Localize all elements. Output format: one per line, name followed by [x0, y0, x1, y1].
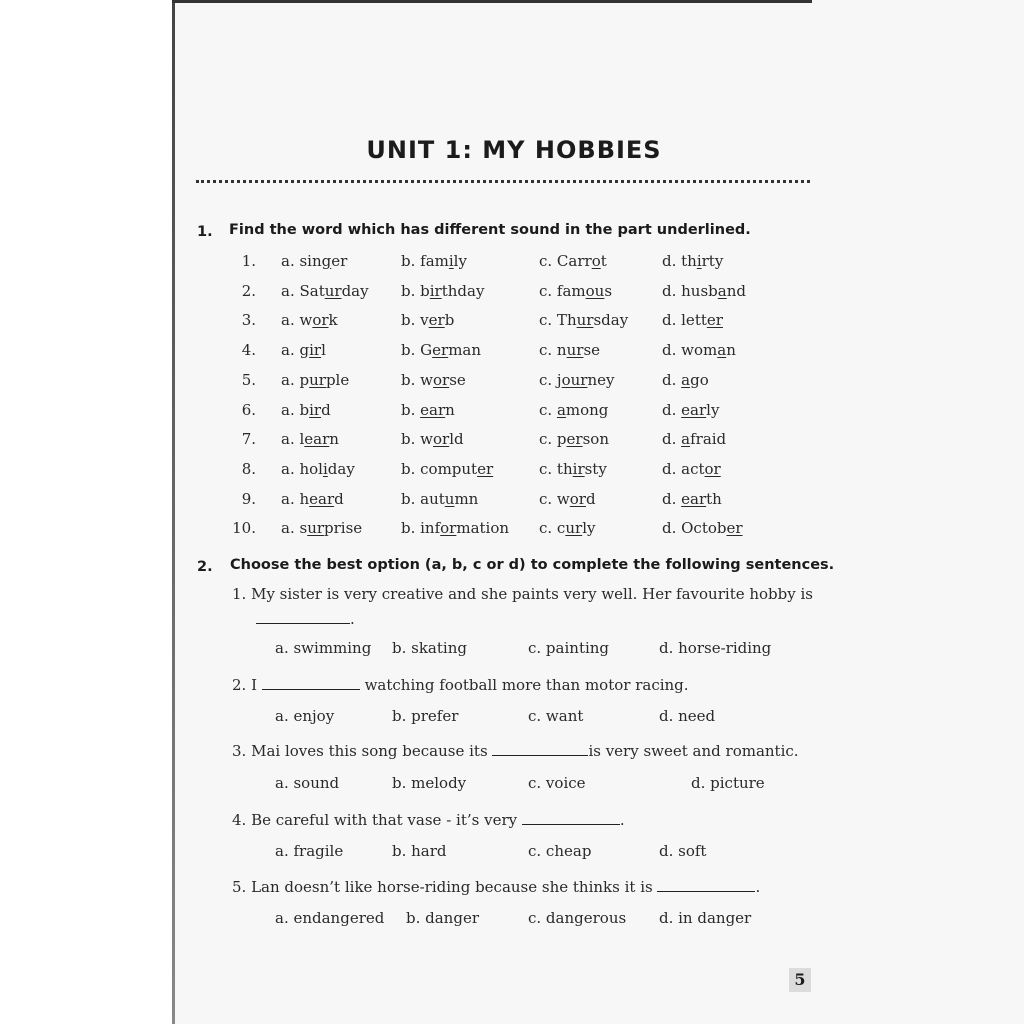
word-part: d. — [662, 370, 682, 389]
word-part: c. fam — [539, 281, 586, 300]
answer-blank[interactable] — [522, 812, 620, 825]
word-option-b[interactable] — [401, 401, 455, 419]
word-part: ly — [582, 519, 596, 538]
question-2-options — [0, 707, 1024, 731]
underlined-part: or — [432, 430, 450, 449]
option-b[interactable]: b. skating — [392, 639, 467, 657]
underlined-part: er — [477, 459, 494, 478]
word-part: mong — [565, 400, 609, 419]
word-option-a[interactable] — [281, 490, 344, 508]
word-option-a[interactable] — [281, 371, 349, 389]
question-4-pre: 4. Be careful with that vase - it’s very — [232, 811, 518, 829]
word-part: man — [448, 341, 482, 360]
word-option-d[interactable] — [662, 282, 746, 300]
underlined-part: er — [566, 430, 583, 449]
word-part: er — [331, 252, 348, 270]
word-part: c. c — [539, 519, 566, 538]
word-part: se — [449, 370, 466, 389]
word-part: ly — [706, 400, 720, 419]
word-part: son — [582, 430, 609, 449]
option-a[interactable]: a. endangered — [275, 909, 385, 927]
underlined-part: ir — [309, 400, 322, 419]
dotted-divider — [196, 172, 810, 183]
item-number: 10. — [232, 519, 256, 538]
underlined-part: or — [569, 489, 586, 508]
option-d[interactable]: d. soft — [659, 842, 707, 860]
word-part: c. w — [539, 489, 570, 508]
word-part: b — [444, 311, 455, 330]
option-b[interactable]: b. hard — [392, 842, 447, 860]
word-part: b. G — [401, 341, 433, 360]
word-part: n — [445, 400, 455, 419]
word-option-c[interactable] — [539, 460, 607, 478]
question-5-options — [0, 909, 1024, 933]
word-part: day — [327, 459, 355, 478]
underlined-part: ear — [681, 400, 707, 419]
word-part: thday — [441, 281, 485, 300]
word-option-b[interactable] — [401, 311, 454, 329]
word-part: sday — [593, 311, 629, 330]
underlined-part: ir — [572, 459, 585, 478]
option-c[interactable]: c. cheap — [528, 842, 592, 860]
word-part: l — [321, 341, 326, 360]
underlined-part: ou — [585, 281, 605, 300]
question-5 — [232, 878, 760, 896]
answer-blank[interactable] — [256, 611, 350, 624]
word-option-a[interactable] — [281, 282, 369, 300]
exercise-row — [0, 519, 1024, 543]
word-part: d. — [662, 430, 682, 449]
word-part: d. th — [662, 252, 697, 270]
answer-blank[interactable] — [657, 879, 755, 892]
question-3-pre: 3. Mai loves this song because its — [232, 742, 488, 760]
word-option-c[interactable] — [539, 341, 600, 359]
exercise-row — [0, 371, 1024, 395]
top-rule — [172, 0, 812, 3]
word-part: a. s — [281, 519, 308, 538]
word-part: c. th — [539, 459, 573, 478]
option-c[interactable]: c. dangerous — [528, 909, 627, 927]
underlined-part: i — [448, 252, 454, 270]
item-number: 7. — [241, 430, 256, 449]
option-b[interactable]: b. danger — [406, 909, 479, 927]
word-option-d[interactable] — [662, 490, 722, 508]
word-option-d[interactable] — [662, 460, 721, 478]
word-part: ld — [449, 430, 464, 449]
word-part: go — [690, 370, 709, 389]
word-option-b[interactable] — [401, 519, 509, 537]
word-option-c[interactable] — [539, 252, 607, 270]
word-part: b. fam — [401, 252, 449, 270]
word-part: sty — [584, 459, 607, 478]
word-part: a. w — [281, 311, 313, 330]
word-part: prise — [324, 519, 363, 538]
word-part: a. g — [281, 341, 310, 360]
underlined-part: our — [561, 370, 588, 389]
underlined-part: er — [428, 311, 445, 330]
question-1-end: . — [350, 610, 355, 628]
underlined-part: a — [681, 370, 691, 389]
underlined-part: a — [717, 281, 727, 300]
word-part: ly — [453, 252, 467, 270]
word-option-a[interactable] — [281, 519, 362, 537]
word-part: d — [334, 489, 344, 508]
word-part: th — [706, 489, 722, 508]
word-part: se — [583, 341, 601, 360]
word-option-a[interactable] — [281, 460, 355, 478]
word-option-c[interactable] — [539, 401, 608, 419]
word-part: b. b — [401, 281, 430, 300]
item-number: 8. — [241, 459, 256, 478]
word-part: n — [726, 341, 736, 360]
underlined-part: i — [696, 252, 702, 270]
option-a[interactable]: a. fragile — [275, 842, 344, 860]
underlined-part: or — [704, 459, 721, 478]
question-5-post: . — [755, 878, 761, 896]
underlined-part: a — [556, 400, 566, 419]
underlined-part: er — [432, 341, 449, 360]
word-option-a[interactable] — [281, 341, 326, 359]
question-3-options — [0, 774, 1024, 798]
word-option-a[interactable] — [281, 311, 338, 329]
item-number: 4. — [241, 341, 256, 360]
word-part: a. p — [281, 370, 310, 389]
word-option-b[interactable] — [401, 282, 484, 300]
option-c[interactable]: c. want — [528, 707, 584, 725]
option-b[interactable]: b. melody — [392, 774, 467, 792]
question-1-text: 1. My sister is very creative and she paints very well. Her favourite hobby is — [232, 585, 813, 603]
word-part: s — [604, 281, 613, 300]
word-part: b. — [401, 400, 421, 419]
word-option-b[interactable] — [401, 371, 466, 389]
question-3 — [232, 742, 799, 760]
exercise-row — [0, 430, 1024, 454]
word-part: b. w — [401, 370, 433, 389]
question-4-options — [0, 842, 1024, 866]
item-number: 2. — [241, 281, 256, 300]
word-part: ney — [587, 370, 615, 389]
underlined-part: a — [717, 341, 727, 360]
question-2-post: watching football more than motor racing. — [364, 676, 689, 694]
exercise-row — [0, 341, 1024, 365]
word-option-c[interactable] — [539, 430, 609, 448]
underlined-part: a — [681, 430, 691, 449]
underlined-part: u — [444, 489, 455, 508]
word-part: c. n — [539, 341, 567, 360]
question-2 — [232, 676, 689, 694]
word-part: nd — [726, 281, 746, 300]
item-number: 9. — [241, 489, 256, 508]
underlined-part: or — [440, 519, 457, 538]
word-option-d[interactable] — [662, 311, 723, 329]
word-option-d[interactable] — [662, 519, 743, 537]
word-option-b[interactable] — [401, 490, 478, 508]
option-a[interactable]: a. sound — [275, 774, 340, 792]
word-option-d[interactable] — [662, 401, 719, 419]
word-part: t — [600, 252, 607, 270]
exercise-row — [0, 460, 1024, 484]
underlined-part: ear — [309, 489, 335, 508]
underlined-part: i — [322, 459, 328, 478]
word-option-d[interactable] — [662, 430, 726, 448]
section-2-number: 2. — [197, 559, 213, 575]
section-1-heading: Find the word which has different sound in the part underlined. — [229, 222, 751, 238]
word-part: c. — [539, 400, 557, 419]
word-part: a. b — [281, 400, 310, 419]
question-4 — [232, 811, 625, 829]
question-2-pre: 2. I — [232, 676, 258, 694]
option-a[interactable]: a. swimming — [275, 639, 372, 657]
word-part: a. h — [281, 489, 310, 508]
exercise-row — [0, 252, 1024, 276]
word-part: d. — [662, 400, 682, 419]
option-d[interactable]: d. need — [659, 707, 716, 725]
option-d[interactable]: d. picture — [691, 774, 765, 792]
underlined-part: ur — [309, 370, 326, 389]
word-part: b. w — [401, 430, 433, 449]
section-2-heading: Choose the best option (a, b, c or d) to complete the following sentences. — [230, 557, 835, 573]
item-number: 1. — [241, 252, 256, 270]
word-part: k — [328, 311, 338, 330]
word-part: d — [585, 489, 596, 508]
word-part: rty — [701, 252, 724, 270]
exercise-row — [0, 401, 1024, 425]
word-part: d. act — [662, 459, 705, 478]
word-part: a. hol — [281, 459, 323, 478]
option-a[interactable]: a. enjoy — [275, 707, 335, 725]
word-part: d. wom — [662, 341, 718, 360]
word-option-d[interactable] — [662, 341, 736, 359]
underlined-part: or — [432, 370, 450, 389]
word-part: b. v — [401, 311, 429, 330]
question-1-blank-line — [256, 610, 355, 628]
word-part: a. Sat — [281, 281, 325, 300]
answer-blank[interactable] — [492, 743, 588, 756]
unit-title: UNIT 1: MY HOBBIES — [366, 136, 662, 164]
exercise-row — [0, 490, 1024, 514]
underlined-part: g — [321, 252, 332, 270]
underlined-part: ur — [576, 311, 594, 330]
item-number: 3. — [241, 311, 256, 330]
answer-blank[interactable] — [262, 677, 360, 690]
option-c[interactable]: c. voice — [528, 774, 586, 792]
word-part: mn — [454, 489, 479, 508]
underlined-part: ear — [304, 430, 330, 449]
word-part: c. Th — [539, 311, 577, 330]
word-part: c. p — [539, 430, 567, 449]
word-option-c[interactable] — [539, 519, 595, 537]
word-option-b[interactable] — [401, 252, 467, 270]
word-part: d. lett — [662, 311, 707, 330]
exercise-row — [0, 282, 1024, 306]
word-option-a[interactable] — [281, 430, 339, 448]
word-part: d. Octob — [662, 519, 727, 538]
underlined-part: ir — [309, 341, 322, 360]
word-option-d[interactable] — [662, 371, 709, 389]
word-option-b[interactable] — [401, 460, 493, 478]
word-option-c[interactable] — [539, 311, 628, 329]
word-part: b. comput — [401, 459, 478, 478]
word-option-c[interactable] — [539, 282, 612, 300]
word-option-d[interactable] — [662, 252, 723, 270]
word-part: a. l — [281, 430, 305, 449]
word-part: c. Carr — [539, 252, 592, 270]
word-part: day — [341, 281, 369, 300]
word-part: b. aut — [401, 489, 445, 508]
word-part: b. inf — [401, 519, 441, 538]
word-part: fraid — [690, 430, 727, 449]
word-part: c. j — [539, 370, 562, 389]
word-part: mation — [456, 519, 510, 538]
item-number: 5. — [241, 370, 256, 389]
page-number: 5 — [789, 968, 811, 992]
underlined-part: ur — [566, 341, 584, 360]
word-option-c[interactable] — [539, 490, 596, 508]
word-part: ple — [325, 370, 350, 389]
option-d[interactable]: d. horse-riding — [659, 639, 772, 657]
underlined-part: ur — [324, 281, 342, 300]
item-number: 6. — [241, 400, 256, 419]
word-option-b[interactable] — [401, 341, 481, 359]
question-1-options — [0, 639, 1024, 663]
option-d[interactable]: d. in danger — [659, 909, 752, 927]
underlined-part: er — [726, 519, 743, 538]
word-option-a[interactable] — [281, 252, 347, 270]
underlined-part: er — [706, 311, 723, 330]
word-option-a[interactable] — [281, 401, 331, 419]
word-part: n — [329, 430, 339, 449]
underlined-part: ir — [429, 281, 442, 300]
option-b[interactable]: b. prefer — [392, 707, 459, 725]
underlined-part: ear — [420, 400, 446, 419]
question-4-post: . — [619, 811, 625, 829]
word-option-b[interactable] — [401, 430, 464, 448]
question-3-post: is very sweet and romantic. — [588, 742, 799, 760]
underlined-part: ur — [565, 519, 583, 538]
word-part: d. — [662, 489, 682, 508]
underlined-part: o — [591, 252, 601, 270]
underlined-part: ur — [307, 519, 325, 538]
word-part: a. sin — [281, 252, 322, 270]
question-5-pre: 5. Lan doesn’t like horse-riding because she thinks it is — [232, 878, 653, 896]
underlined-part: ear — [681, 489, 707, 508]
option-c[interactable]: c. painting — [528, 639, 610, 657]
word-option-c[interactable] — [539, 371, 614, 389]
word-part: d — [321, 400, 331, 419]
word-part: d. husb — [662, 281, 718, 300]
underlined-part: or — [312, 311, 329, 330]
exercise-row — [0, 311, 1024, 335]
section-1-number: 1. — [197, 224, 213, 240]
